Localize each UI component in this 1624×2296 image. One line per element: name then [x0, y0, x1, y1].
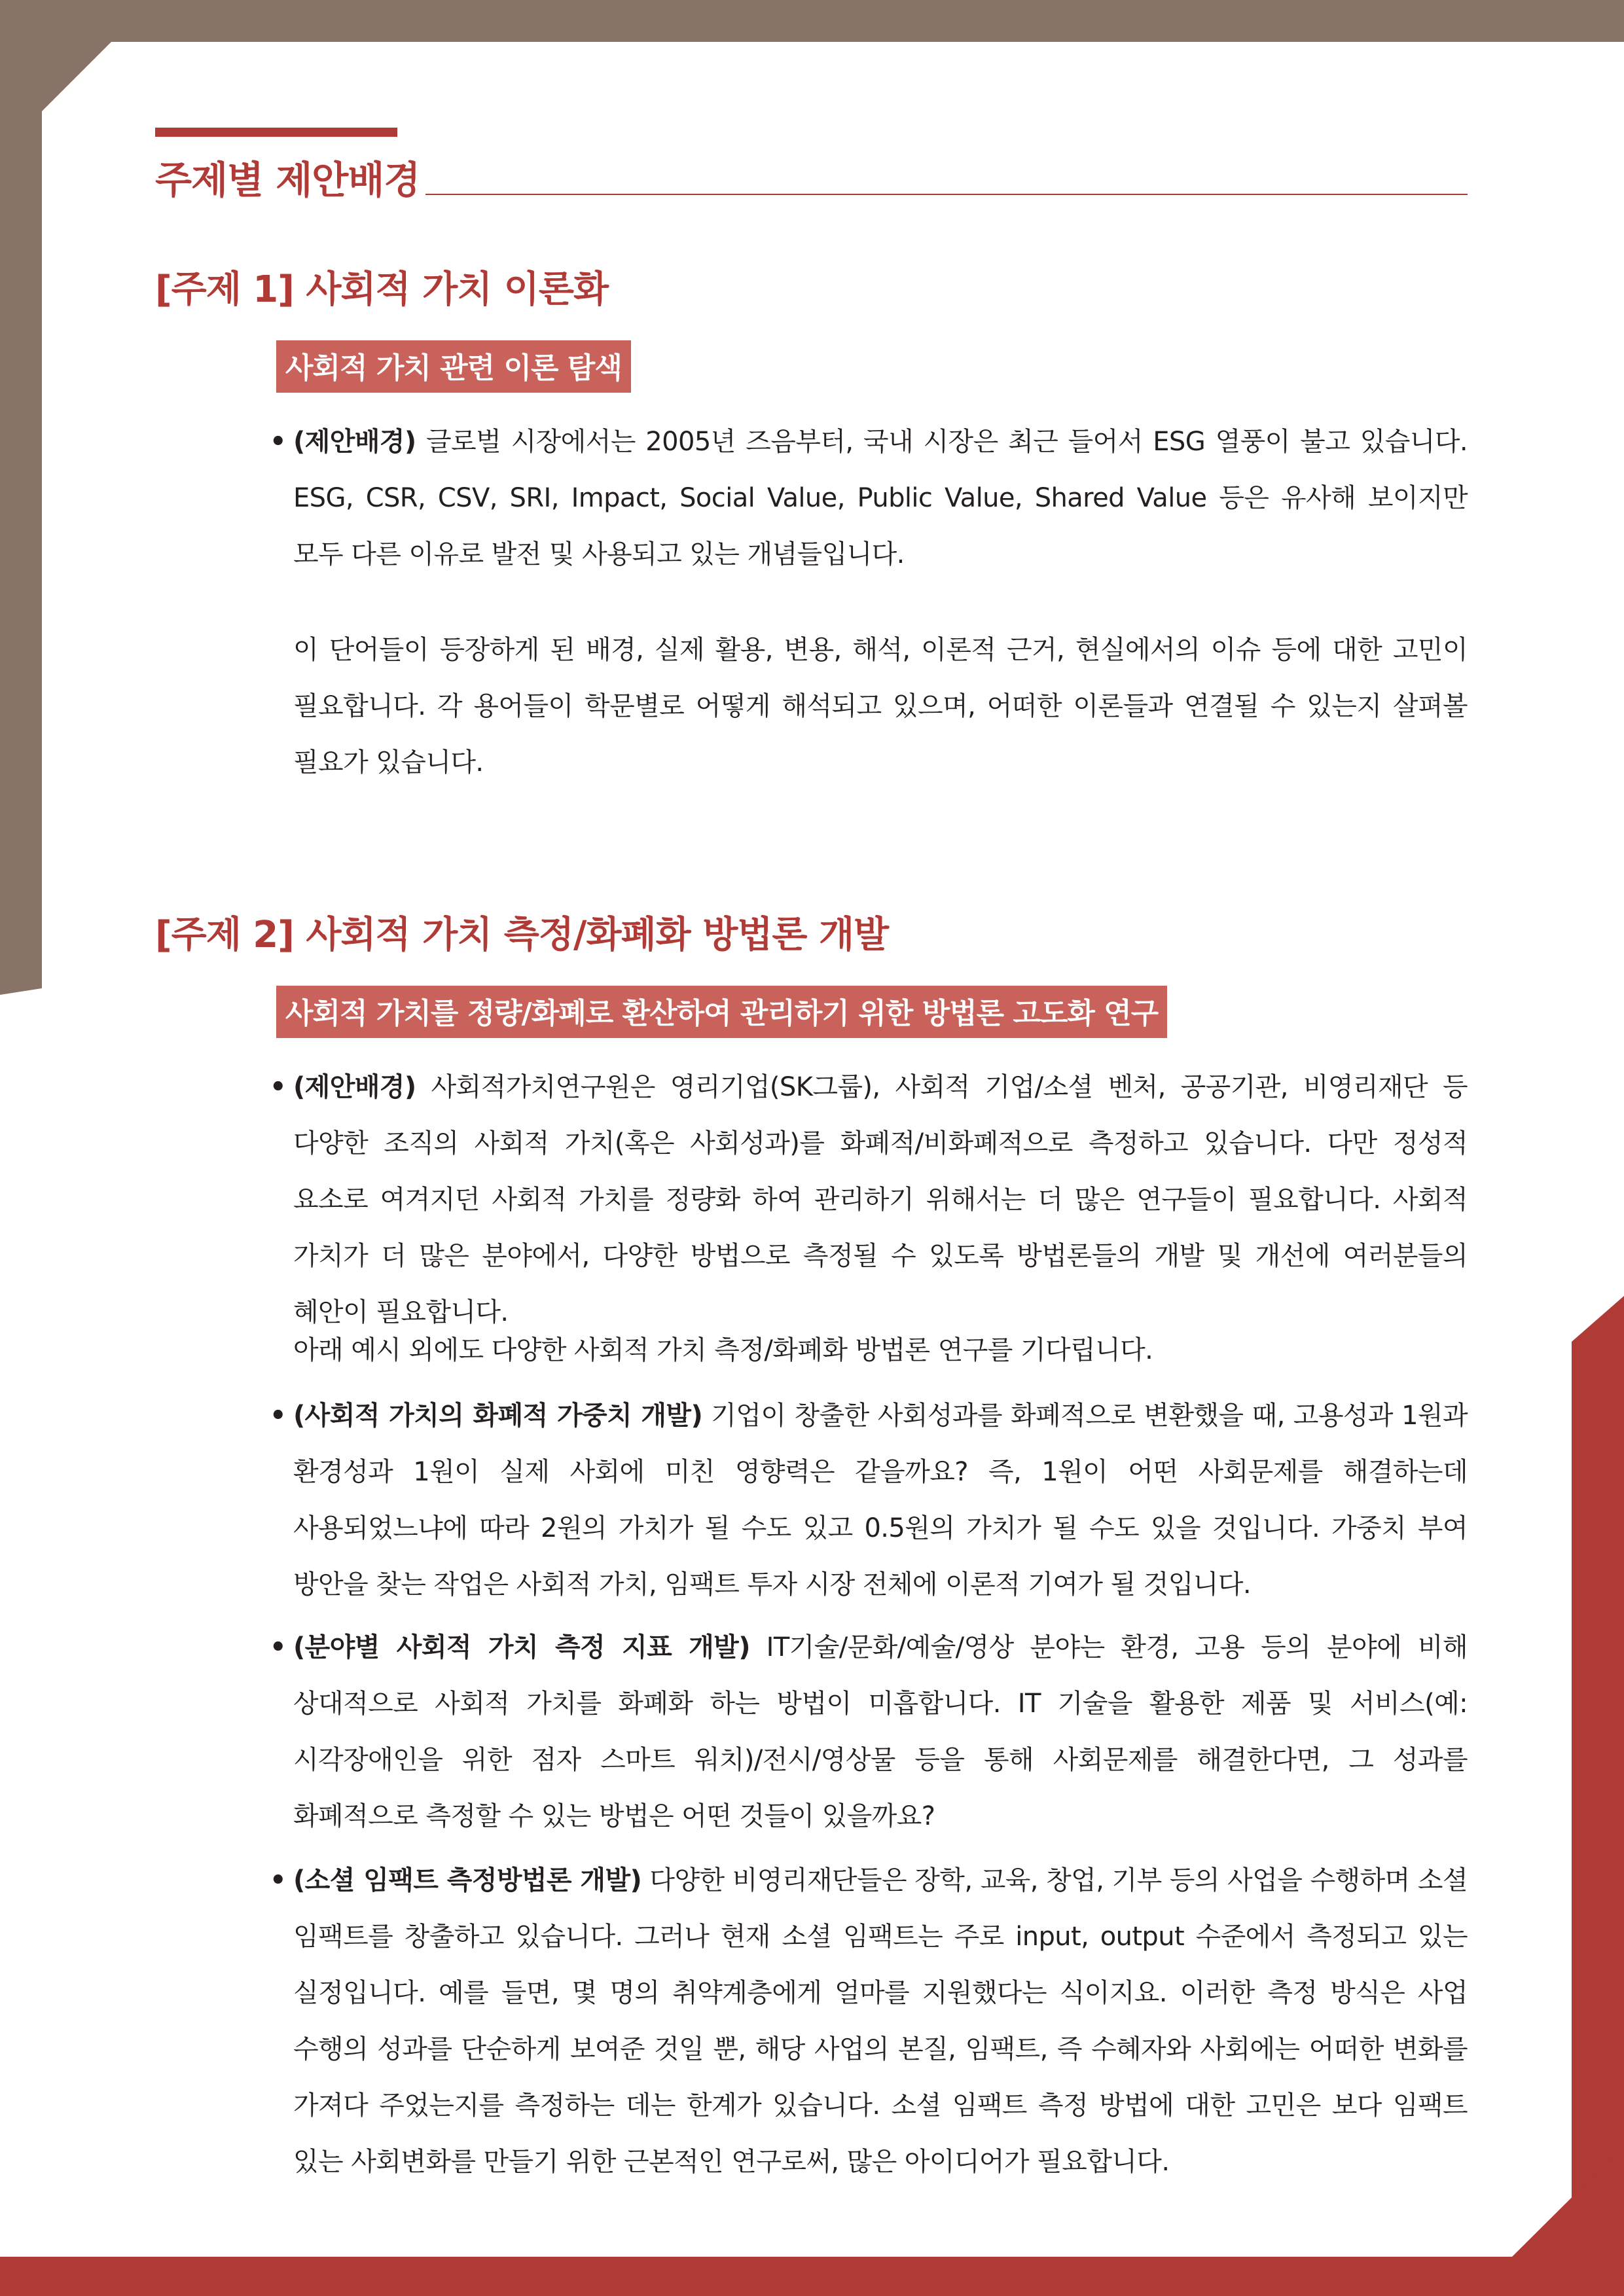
bullet-content [293, 1388, 1468, 1613]
topic-1-title: [주제 1] 사회적 가치 이론화 [155, 268, 609, 311]
topic-2-bullet-indicator [270, 1619, 1468, 1844]
header-divider-line [425, 194, 1468, 195]
topic-2-bullet-impact [270, 1852, 1468, 2190]
bullet-dot: • [270, 427, 286, 457]
topic-1-paragraph: 이 단어들이 등장하게 된 배경, 실제 활용, 변용, 해석, 이론적 근거, 현실에서의 이슈 등에 대한 고민이 필요합니다. 각 용어들이 학문별로 어떻게 해석되고 있으며, 어떠한 이론들과 연결될 수 있는지 살펴볼 필요가 있습니다. [293, 635, 1468, 778]
page-title: 주제별 제안배경 [155, 158, 420, 202]
bullet-content [293, 1852, 1468, 2190]
bullet-label: (사회적 가치의 화폐적 가중치 개발) [293, 1401, 703, 1431]
topic-2-paragraph: 아래 예시 외에도 다양한 사회적 가치 측정/화폐화 방법론 연구를 기다립니다. [293, 1335, 1153, 1365]
topic-2-title: [주제 2] 사회적 가치 측정/화폐화 방법론 개발 [155, 914, 889, 956]
bullet-content [293, 1059, 1468, 1340]
bullet-dot: • [270, 1401, 286, 1431]
topic-2-bullet-weight [270, 1388, 1468, 1613]
bullet-dot: • [270, 1865, 286, 1895]
bullet-text: 기업이 창출한 사회성과를 화폐적으로 변환했을 때, 고용성과 1원과 환경성과 1원이 실제 사회에 미친 영향력은 같을까요? 즉, 1원이 어떤 사회문제를 해결하는데 사용되었느냐에 따라 2원의 가치가 될 수도 있고 0.5원의 가치가 될 수도 있을 것입니다. 가중치 부여 방안을 찾는 작업은 사회적 가치, 임팩트 투자 시장 전체에 이론적 기여가 될 것입니다. [293, 1401, 1468, 1600]
bullet-text: 사회적가치연구원은 영리기업(SK그룹), 사회적 기업/소셜 벤처, 공공기관, 비영리재단 등 다양한 조직의 사회적 가치(혹은 사회성과)를 화폐적/비화폐적으로 측정하고 있습니다. 다만 정성적 요소로 여겨지던 사회적 가치를 정량화 하여 관리하기 위해서는 더 많은 연구들이 필요합니다. 사회적 가치가 더 많은 분야에서, 다양한 방법으로 측정될 수 있도록 방법론들의 개발 및 개선에 여러분들의 혜안이 필요합니다. [293, 1072, 1468, 1327]
bullet-label: (제안배경) [293, 427, 416, 457]
bullet-text: IT기술/문화/예술/영상 분야는 환경, 고용 등의 분야에 비해 상대적으로 사회적 가치를 화폐화 하는 방법이 미흡합니다. IT 기술을 활용한 제품 및 서비스(예: 시각장애인을 위한 점자 스마트 워치)/전시/영상물 등을 통해 사회문제를 해결한다면, 그 성과를 화폐적으로 측정할 수 있는 방법은 어떤 것들이 있을까요? [293, 1632, 1468, 1831]
topic-2-subtitle: 사회적 가치를 정량/화폐로 환산하여 관리하기 위한 방법론 고도화 연구 [276, 986, 1167, 1038]
bullet-text: 다양한 비영리재단들은 장학, 교육, 창업, 기부 등의 사업을 수행하며 소셜 임팩트를 창출하고 있습니다. 그러나 현재 소셜 임팩트는 주로 input, output 수준에서 측정되고 있는 실정입니다. 예를 들면, 몇 명의 취약계층에게 얼마를 지원했다는 식이지요. 이러한 측정 방식은 사업 수행의 성과를 단순하게 보여준 것일 뿐, 해당 사업의 본질, 임팩트, 즉 수혜자와 사회에는 어떠한 변화를 가져다 주었는지를 측정하는 데는 한계가 있습니다. 소셜 임팩트 측정 방법에 대한 고민은 보다 임팩트 있는 사회변화를 만들기 위한 근본적인 연구로써, 많은 아이디어가 필요합니다. [293, 1865, 1468, 2177]
topic-1-subtitle: 사회적 가치 관련 이론 탐색 [276, 340, 631, 393]
bullet-label: (제안배경) [293, 1072, 416, 1102]
header-accent-bar [155, 128, 397, 137]
topic-2-bullet-background [270, 1059, 1468, 1340]
bullet-content [293, 414, 1468, 583]
bullet-label: (분야별 사회적 가치 측정 지표 개발) [293, 1632, 750, 1662]
bullet-text: 글로벌 시장에서는 2005년 즈음부터, 국내 시장은 최근 들어서 ESG 열풍이 불고 있습니다. ESG, CSR, CSV, SRI, Impact, Social Value, Public Value, Shared Value 등은 유사해 보이지만 모두 다른 이유로 발전 및 사용되고 있는 개념들입니다. [293, 427, 1468, 569]
red-side-decoration [1572, 1296, 1624, 2258]
topic-1-bullet [270, 414, 1468, 583]
bullet-dot: • [270, 1632, 286, 1662]
bullet-dot: • [270, 1072, 286, 1102]
bullet-content [293, 1619, 1468, 1844]
bullet-label: (소셜 임팩트 측정방법론 개발) [293, 1865, 642, 1895]
